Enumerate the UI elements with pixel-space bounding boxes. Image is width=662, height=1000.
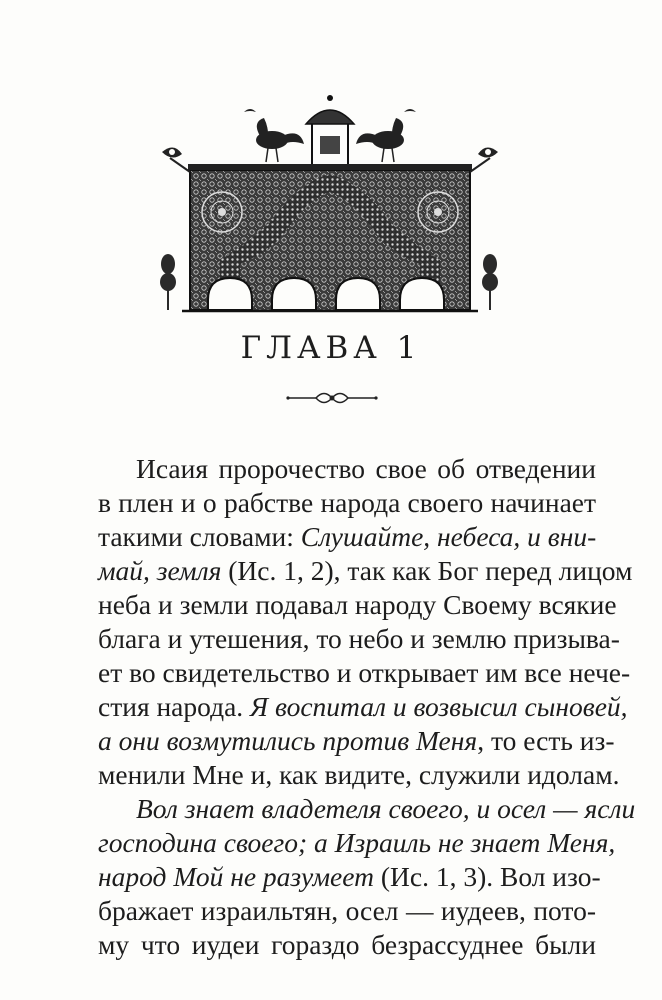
italic-quote: господина своего; а Израиль не знает Меня,	[98, 827, 616, 858]
flower-right-icon	[470, 147, 498, 172]
flower-left-icon	[162, 147, 190, 172]
text-line	[98, 724, 615, 758]
bird-left-icon	[256, 118, 304, 162]
tree-right-icon	[482, 254, 498, 310]
text-run: менили Мне и, как видите, служили идолам.	[98, 759, 620, 790]
text-line	[98, 622, 620, 656]
text-run: (Ис. 1, 2), так как Бог перед лицом	[221, 555, 633, 586]
text-run: бражает израильтян, осел — иудеев, пото-	[98, 895, 596, 926]
italic-quote: Вол знает владетеля своего, и осел — ясли	[136, 793, 636, 824]
text-line	[98, 690, 628, 724]
text-run: стия народа.	[98, 691, 251, 722]
shrine-icon	[306, 95, 354, 166]
text-run: неба и земли подавал народу Своему всякие	[98, 589, 617, 620]
text-line	[98, 554, 633, 588]
text-run: Исаия пророчество свое об отведении	[136, 453, 596, 484]
text-line	[98, 928, 596, 962]
text-line	[98, 486, 596, 520]
text-line	[98, 656, 631, 690]
italic-quote: народ Мой не разумеет	[98, 861, 374, 892]
italic-quote: Слушайте, небеса, и вни-	[300, 521, 597, 552]
text-line	[98, 792, 636, 826]
chapter-title: ГЛАВА 1	[240, 330, 422, 366]
floral-divider-icon	[286, 386, 378, 410]
text-line	[98, 860, 601, 894]
italic-quote: Я воспитал и возвысил сыновей,	[250, 691, 628, 722]
text-line	[98, 758, 620, 792]
text-line	[98, 894, 596, 928]
text-line	[98, 826, 616, 860]
text-line	[98, 452, 596, 486]
text-run: , то есть из-	[477, 725, 615, 756]
text-run: в плен и о рабстве народа своего начинает	[98, 487, 596, 518]
text-run: такими словами:	[98, 521, 301, 552]
text-run: ет во свидетельство и открывает им все нече-	[98, 657, 631, 688]
bird-right-icon	[356, 118, 404, 162]
body-text	[98, 452, 636, 962]
italic-quote: а они возмутились против Меня	[98, 725, 478, 756]
text-run: (Ис. 1, 3). Вол изо-	[373, 861, 601, 892]
text-line	[98, 588, 617, 622]
tree-left-icon	[160, 254, 176, 310]
text-line	[98, 520, 596, 554]
headpiece-ornament	[160, 92, 500, 318]
text-run: му что иудеи гораздо безрассуднее были	[98, 929, 596, 960]
italic-quote: май, земля	[98, 555, 222, 586]
text-run: блага и утешения, то небо и землю призыва-	[98, 623, 620, 654]
